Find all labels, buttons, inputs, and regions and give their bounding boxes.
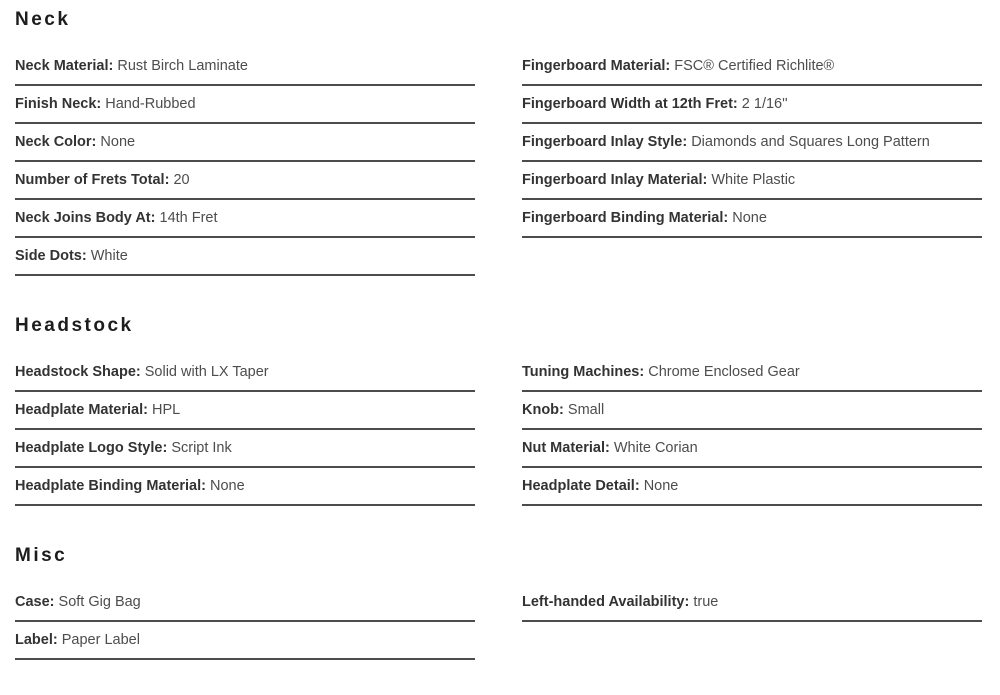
spec-value: Diamonds and Squares Long Pattern xyxy=(691,134,930,150)
spec-label: Headstock Shape: xyxy=(15,364,141,380)
spec-column-left xyxy=(15,48,475,276)
spec-row xyxy=(522,200,982,238)
spec-column-left xyxy=(15,584,475,660)
spec-value: Script Ink xyxy=(171,440,232,456)
spec-value: Soft Gig Bag xyxy=(58,594,141,610)
section-columns xyxy=(15,584,982,660)
spec-label: Neck Color: xyxy=(15,134,97,150)
spec-label: Fingerboard Width at 12th Fret: xyxy=(522,96,738,112)
spec-row xyxy=(522,584,982,622)
spec-row xyxy=(522,86,982,124)
spec-row xyxy=(15,584,475,622)
spec-label: Left-handed Availability: xyxy=(522,594,690,610)
spec-value: Small xyxy=(567,402,605,418)
spec-label: Label: xyxy=(15,632,58,648)
spec-column-right xyxy=(522,354,982,506)
spec-label: Fingerboard Binding Material: xyxy=(522,210,729,226)
spec-value: None xyxy=(732,210,767,226)
spec-value: Paper Label xyxy=(61,632,140,648)
spec-row xyxy=(522,124,982,162)
spec-label: Case: xyxy=(15,594,55,610)
spec-row xyxy=(522,354,982,392)
spec-row xyxy=(15,354,475,392)
spec-value: 14th Fret xyxy=(159,210,218,226)
spec-row xyxy=(15,238,475,276)
spec-label: Headplate Material: xyxy=(15,402,148,418)
spec-row xyxy=(522,48,982,86)
section-title: Headstock xyxy=(15,315,134,336)
spec-column-right xyxy=(522,48,982,276)
section-columns xyxy=(15,354,982,506)
spec-value: Rust Birch Laminate xyxy=(117,58,248,74)
spec-value: None xyxy=(209,478,245,494)
spec-label: Number of Frets Total: xyxy=(15,172,170,188)
spec-label: Fingerboard Material: xyxy=(522,58,671,74)
spec-row xyxy=(522,392,982,430)
spec-row xyxy=(15,430,475,468)
spec-label: Headplate Detail: xyxy=(522,478,640,494)
spec-value: Chrome Enclosed Gear xyxy=(648,364,800,380)
spec-row xyxy=(15,124,475,162)
spec-row xyxy=(15,48,475,86)
spec-value: Solid with LX Taper xyxy=(144,364,269,380)
spec-label: Headplate Binding Material: xyxy=(15,478,206,494)
spec-value: White Plastic xyxy=(711,172,796,188)
spec-row xyxy=(15,86,475,124)
spec-label: Neck Joins Body At: xyxy=(15,210,156,226)
spec-column-right xyxy=(522,584,982,660)
spec-label: Knob: xyxy=(522,402,564,418)
spec-value: 20 xyxy=(173,172,190,188)
spec-value: true xyxy=(693,594,719,610)
spec-label: Side Dots: xyxy=(15,248,87,264)
spec-sections xyxy=(15,10,982,660)
spec-value: White xyxy=(90,248,128,264)
spec-label: Fingerboard Inlay Material: xyxy=(522,172,708,188)
spec-value: FSC® Certified Richlite® xyxy=(674,58,835,74)
spec-row xyxy=(522,162,982,200)
section-title: Misc xyxy=(15,545,68,566)
spec-label: Nut Material: xyxy=(522,440,610,456)
section-title: Neck xyxy=(15,9,71,30)
spec-row xyxy=(522,430,982,468)
spec-value: None xyxy=(643,478,679,494)
spec-value: Hand-Rubbed xyxy=(105,96,196,112)
spec-section xyxy=(15,316,982,506)
spec-value: 2 1/16'' xyxy=(741,96,788,112)
spec-column-left xyxy=(15,354,475,506)
spec-label: Headplate Logo Style: xyxy=(15,440,168,456)
spec-value: White Corian xyxy=(613,440,698,456)
spec-row xyxy=(522,468,982,506)
spec-row xyxy=(15,622,475,660)
spec-label: Fingerboard Inlay Style: xyxy=(522,134,688,150)
spec-label: Tuning Machines: xyxy=(522,364,645,380)
spec-section xyxy=(15,546,982,660)
spec-row xyxy=(15,162,475,200)
spec-label: Neck Material: xyxy=(15,58,114,74)
spec-label: Finish Neck: xyxy=(15,96,102,112)
spec-row xyxy=(15,200,475,238)
spec-row xyxy=(15,392,475,430)
spec-value: HPL xyxy=(152,402,181,418)
spec-section xyxy=(15,10,982,276)
spec-row xyxy=(15,468,475,506)
section-columns xyxy=(15,48,982,276)
spec-value: None xyxy=(100,134,136,150)
